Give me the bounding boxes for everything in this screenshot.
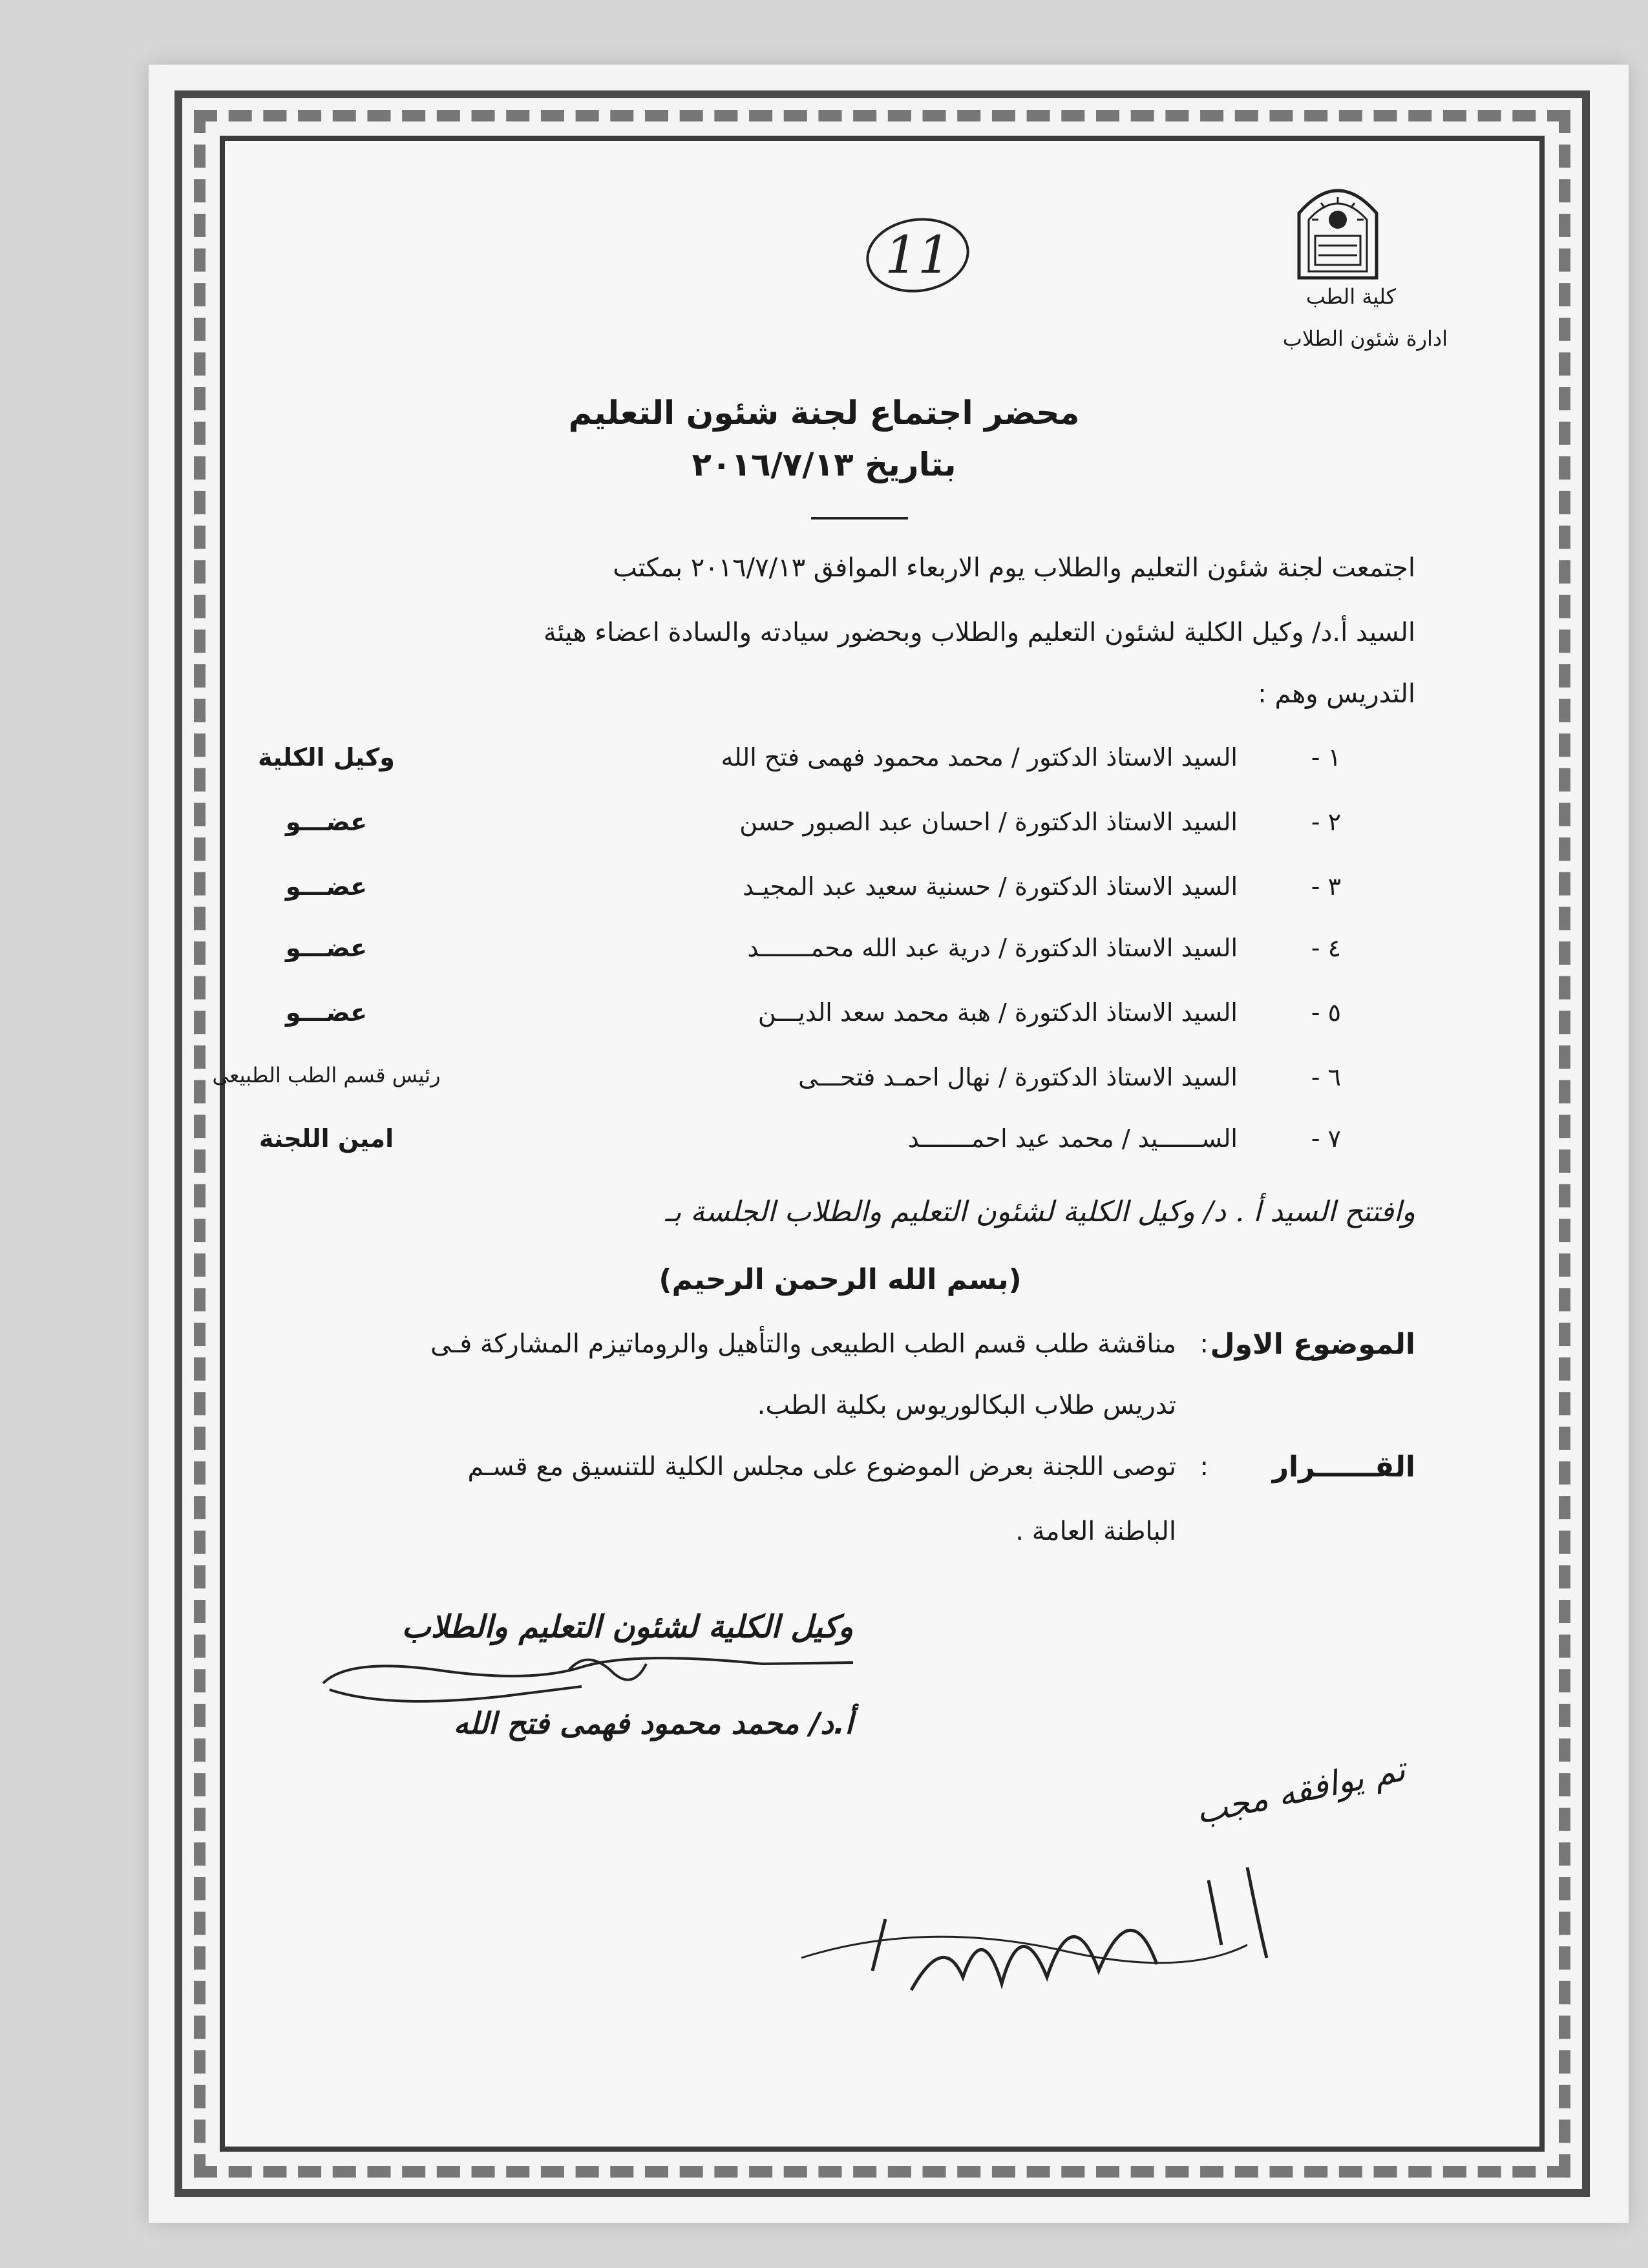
member-role: رئيس قسم الطب الطبيعى xyxy=(212,1063,441,1087)
topic-line-1: مناقشة طلب قسم الطب الطبيعى والتأهيل والروماتيزم المشاركة فـى xyxy=(430,1329,1176,1359)
member-row xyxy=(210,808,1341,846)
member-row xyxy=(210,998,1341,1037)
member-name: السيد الاستاذ الدكتورة / درية عبد الله محمـــــــد xyxy=(747,934,1238,962)
member-row xyxy=(210,872,1341,911)
intro-line-2: السيد أ.د/ وكيل الكلية لشئون التعليم والطلاب وبحضور سيادته والسادة اعضاء هيئة xyxy=(543,618,1415,647)
handwritten-page-number xyxy=(856,213,973,297)
member-row xyxy=(210,1124,1341,1163)
member-role: امين اللجنة xyxy=(259,1124,394,1153)
member-row xyxy=(210,1063,1341,1102)
approval-signature xyxy=(795,1842,1299,2022)
signature-scribble xyxy=(310,1644,860,1716)
member-name: السيد الاستاذ الدكتورة / هبة محمد سعد الديـــن xyxy=(757,998,1238,1027)
decision-line-1: توصى اللجنة بعرض الموضوع على مجلس الكلية للتنسيق مع قسـم xyxy=(467,1452,1176,1482)
member-number: ٤ - xyxy=(1311,934,1341,962)
title-underline xyxy=(811,517,908,520)
decision-label: القــــــرار xyxy=(1272,1451,1415,1484)
signatory-title: وكيل الكلية لشئون التعليم والطلاب xyxy=(401,1609,853,1645)
intro-line-3: التدريس وهم : xyxy=(1258,679,1415,709)
faculty-name: كلية الطب xyxy=(1305,284,1396,309)
intro-line-1: اجتمعت لجنة شئون التعليم والطلاب يوم الاربعاء الموافق ٢٠١٦/٧/١٣ بمكتب xyxy=(613,553,1415,583)
university-emblem-icon xyxy=(1293,174,1383,284)
member-role: وكيل الكلية xyxy=(258,743,395,772)
basmala: (بسم الله الرحمن الرحيم) xyxy=(659,1263,1022,1296)
member-name: الســــــيد / محمد عيد احمـــــــد xyxy=(907,1124,1238,1153)
member-role: عضـــو xyxy=(285,934,368,962)
member-role: عضـــو xyxy=(285,808,368,836)
minutes-title: محضر اجتماع لجنة شئون التعليم xyxy=(568,394,1080,432)
session-opening: وافتتح السيد أ . د/ وكيل الكلية لشئون التعليم والطلاب الجلسة بـ xyxy=(665,1195,1415,1228)
member-number: ٦ - xyxy=(1311,1063,1341,1091)
decision-colon: : xyxy=(1199,1452,1209,1482)
member-row xyxy=(210,743,1341,782)
member-row xyxy=(210,934,1341,972)
department-name: ادارة شئون الطلاب xyxy=(1282,326,1448,351)
minutes-date: بتاريخ ٢٠١٦/٧/١٣ xyxy=(692,446,956,483)
member-name: السيد الاستاذ الدكتورة / حسنية سعيد عبد المجيـد xyxy=(743,872,1238,901)
member-number: ٢ - xyxy=(1311,808,1341,836)
member-role: عضـــو xyxy=(285,998,368,1027)
signatory-name: أ.د/ محمد محمود فهمى فتح الله xyxy=(453,1706,853,1741)
member-name: السيد الاستاذ الدكتورة / نهال احمـد فتحـــى xyxy=(798,1063,1238,1091)
member-name: السيد الاستاذ الدكتورة / احسان عبد الصبور حسن xyxy=(739,808,1238,836)
topic-line-2: تدريس طلاب البكالوريوس بكلية الطب. xyxy=(757,1391,1176,1420)
member-role: عضـــو xyxy=(285,872,368,901)
decision-line-2: الباطنة العامة . xyxy=(1015,1517,1176,1546)
topic-label: الموضوع الاول xyxy=(1210,1328,1415,1361)
member-name: السيد الاستاذ الدكتور / محمد محمود فهمى فتح الله xyxy=(721,743,1238,772)
member-number: ٧ - xyxy=(1311,1124,1341,1153)
topic-colon: : xyxy=(1199,1329,1209,1359)
member-number: ١ - xyxy=(1311,743,1341,772)
member-number: ٥ - xyxy=(1311,998,1341,1027)
file-number-text: 11 xyxy=(885,225,951,285)
member-number: ٣ - xyxy=(1311,872,1341,901)
approval-note: تم يوافقه مجب xyxy=(1192,1750,1409,1832)
